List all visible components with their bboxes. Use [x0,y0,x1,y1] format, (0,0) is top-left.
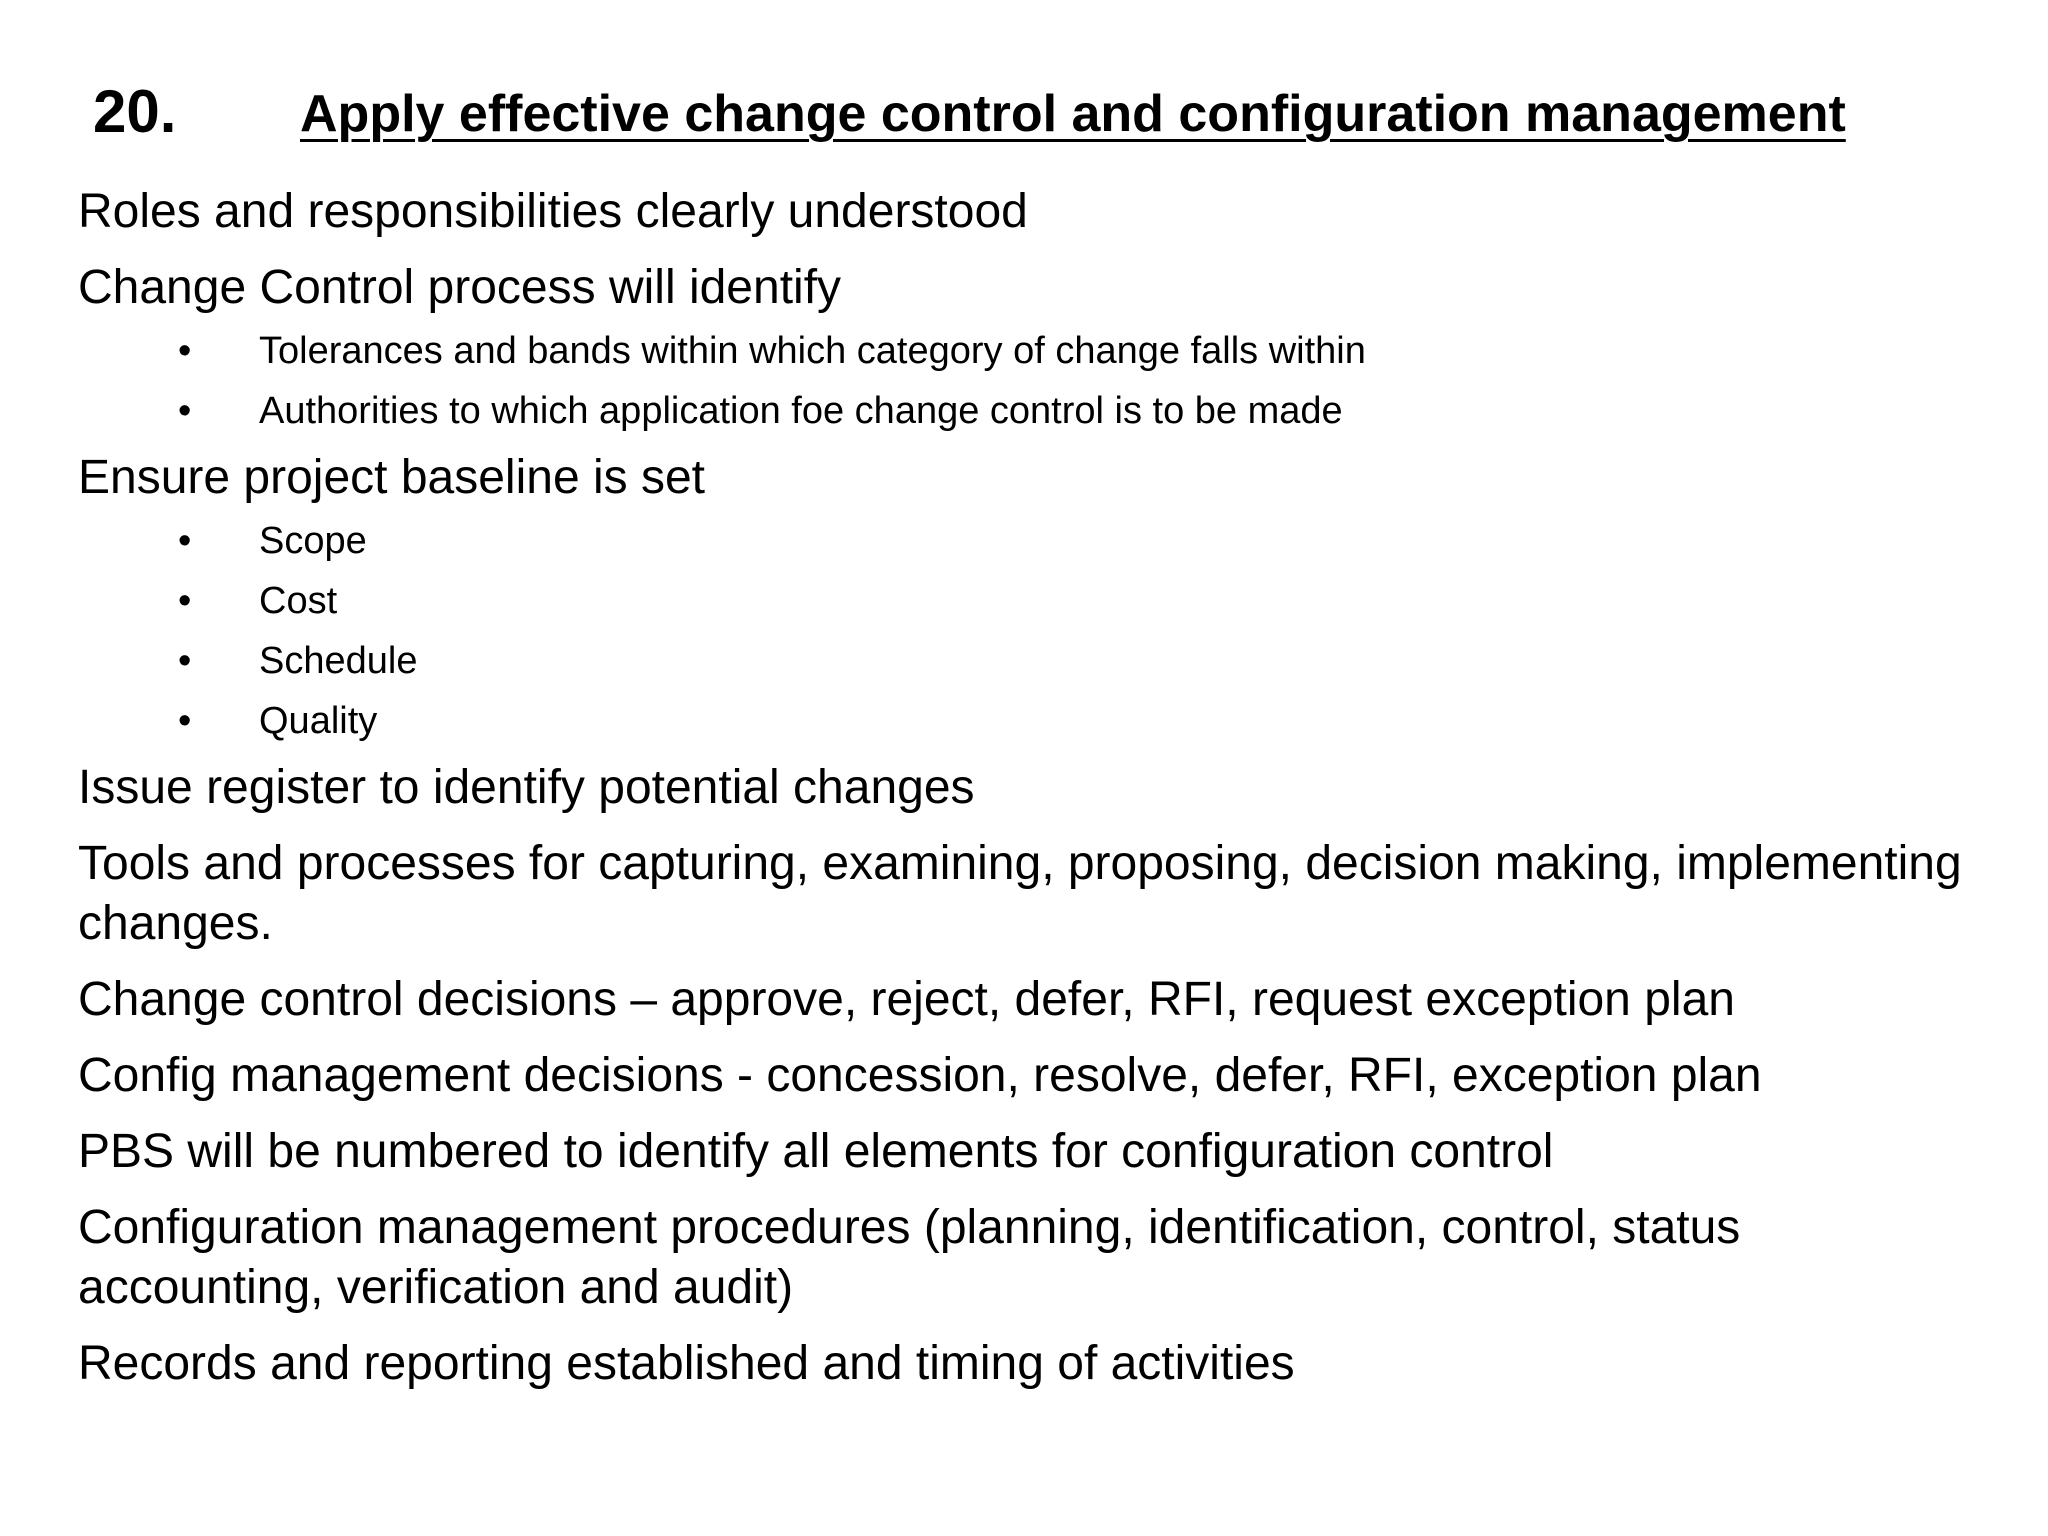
bullet-icon: • [178,330,192,372]
change-control-list [78,328,1978,434]
list-item [78,328,1978,374]
records-line: Records and reporting established and timing of activities [78,1337,1295,1390]
bullet-icon: • [178,580,192,622]
list-item [78,518,1978,564]
list-item [78,388,1978,434]
baseline-list [78,518,1978,744]
list-item-text: Cost [259,580,338,622]
config-procedures-line: Configuration management procedures (planning, identification, control, status accounting, verification and audit) [78,1201,1741,1314]
issue-register-line: Issue register to identify potential changes [78,761,975,814]
change-decisions-line: Change control decisions – approve, reject, defer, RFI, request exception plan [78,973,1735,1026]
slide-content [78,182,1978,1410]
list-item [78,638,1978,684]
list-item-text: Authorities to which application foe change control is to be made [259,390,1343,432]
tools-line: Tools and processes for capturing, examining, proposing, decision making, implementing changes. [78,837,1962,950]
bullet-icon: • [178,520,192,562]
roles-line: Roles and responsibilities clearly understood [78,185,1028,238]
bullet-icon: • [178,390,192,432]
list-item-text: Tolerances and bands within which category of change falls within [259,330,1366,372]
slide-title: Apply effective change control and configuration management [300,85,1846,143]
list-item-text: Quality [259,700,378,742]
pbs-line: PBS will be numbered to identify all elements for configuration control [78,1125,1554,1178]
list-item [78,698,1978,744]
list-item-text: Schedule [259,640,418,682]
list-item-text: Scope [259,520,367,562]
list-item [78,578,1978,624]
config-decisions-line: Config management decisions - concession, resolve, defer, RFI, exception plan [78,1049,1762,1102]
slide-number: 20. [93,78,177,145]
bullet-icon: • [178,640,192,682]
change-control-heading: Change Control process will identify [78,261,842,314]
bullet-icon: • [178,700,192,742]
baseline-heading: Ensure project baseline is set [78,451,705,504]
